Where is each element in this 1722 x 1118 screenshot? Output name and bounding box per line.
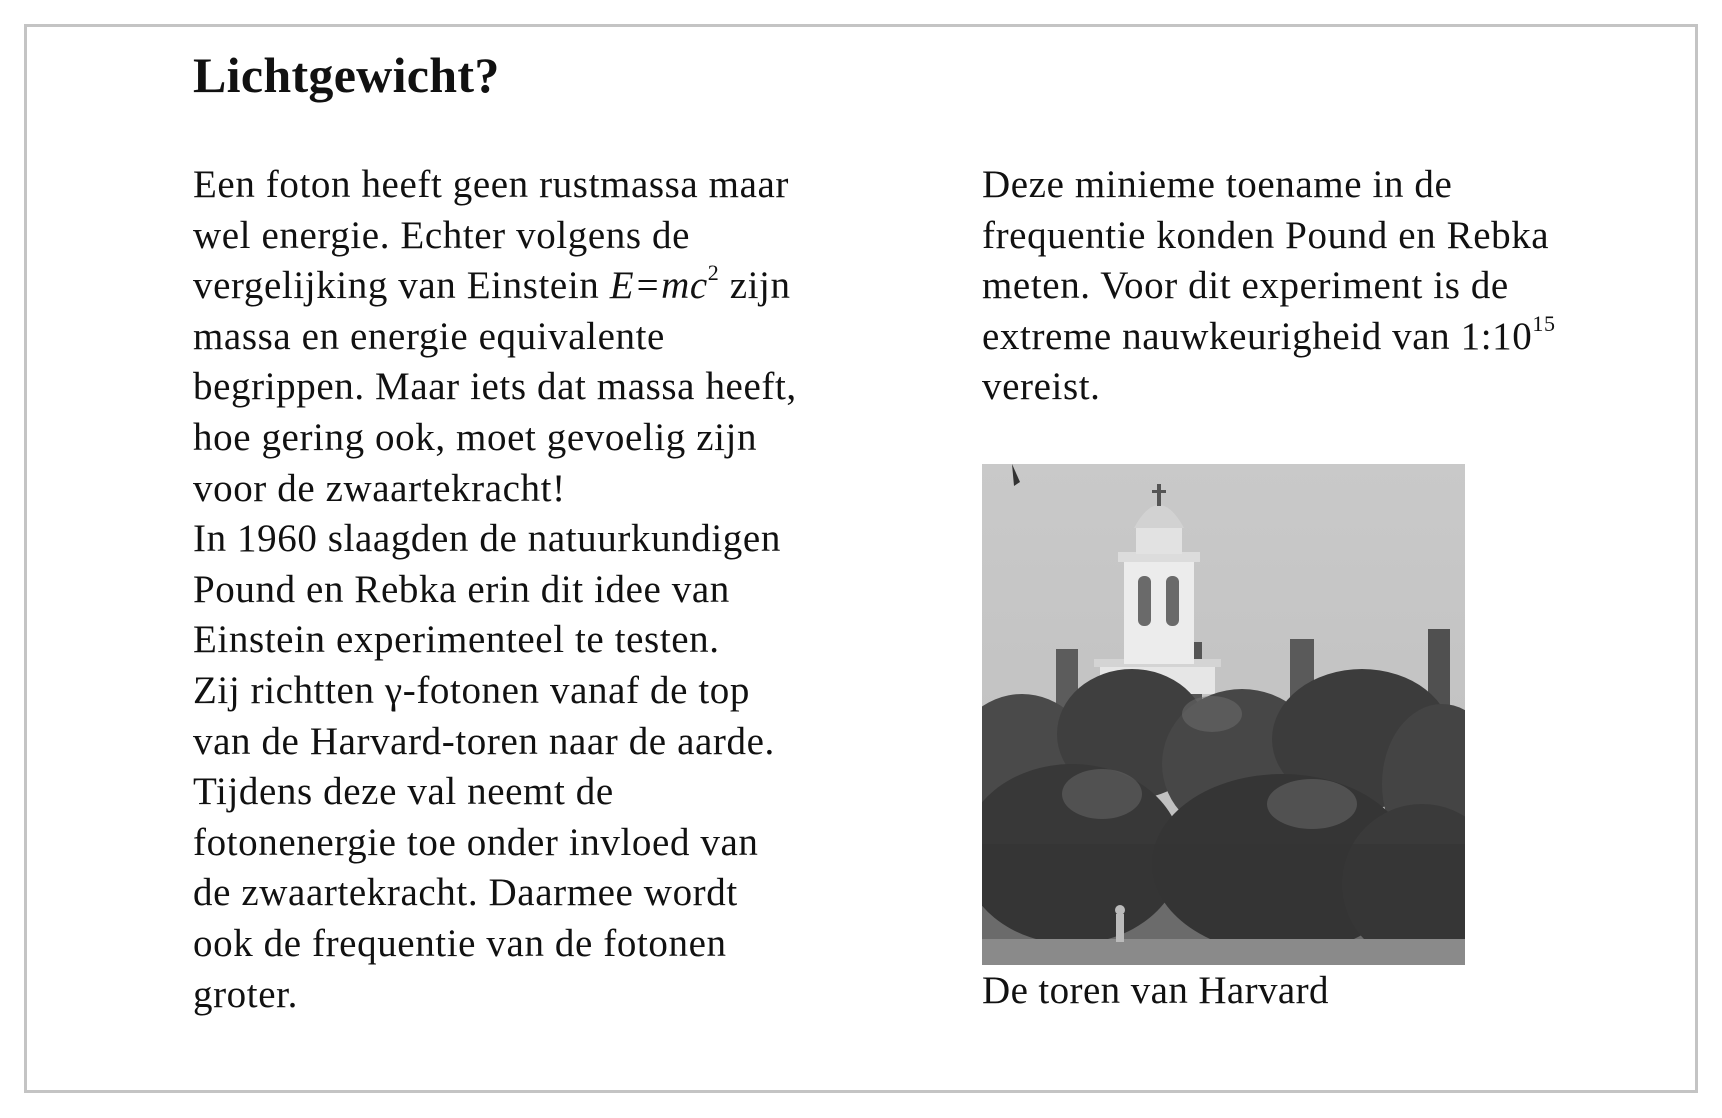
text-line: Zij richtten γ-fotonen vanaf de top <box>193 668 750 712</box>
text-line: Einstein experimenteel te testen. <box>193 618 720 662</box>
right-text-column <box>982 160 1682 413</box>
left-text-column <box>193 160 913 1020</box>
harvard-tower-photo <box>982 464 1465 965</box>
page-title: Lichtgewicht? <box>193 47 500 103</box>
text-line: hoe gering ook, moet gevoelig zijn <box>193 415 758 459</box>
text-line: ook de frequentie van de fotonen <box>193 921 727 965</box>
text-line-with-exponent <box>982 312 1682 363</box>
text-fragment: zijn <box>719 264 791 308</box>
text-line: fotonenergie toe onder invloed van <box>193 820 759 864</box>
text-line: voor de zwaartekracht! <box>193 466 566 510</box>
text-line: massa en energie equivalente <box>193 314 665 358</box>
precision-exponent: 15 <box>1532 310 1556 336</box>
text-line: de zwaartekracht. Daarmee wordt <box>193 871 738 915</box>
text-line: begrippen. Maar iets dat massa heeft, <box>193 365 797 409</box>
text-line: Een foton heeft geen rustmassa maar <box>193 163 790 206</box>
text-line-with-formula <box>193 261 913 312</box>
photo-caption: De toren van Harvard <box>982 969 1329 1012</box>
text-fragment: extreme nauwkeurigheid van 1:10 <box>982 314 1533 358</box>
text-line: van de Harvard-toren naar de aarde. <box>193 719 775 763</box>
formula-exponent: 2 <box>707 260 720 286</box>
text-line: vereist. <box>982 365 1101 409</box>
einstein-formula: E=mc <box>609 264 708 308</box>
text-line: frequentie konden Pound en Rebka <box>982 213 1550 257</box>
text-line: Tijdens deze val neemt de <box>193 770 614 814</box>
text-line: Deze minieme toename in de <box>982 163 1453 206</box>
text-line: groter. <box>193 972 298 1016</box>
text-fragment: vergelijking van Einstein <box>193 264 610 308</box>
text-line: Pound en Rebka erin dit idee van <box>193 567 730 611</box>
text-line: In 1960 slaagden de natuurkundigen <box>193 517 781 561</box>
text-line: wel energie. Echter volgens de <box>193 213 691 257</box>
text-line: meten. Voor dit experiment is de <box>982 264 1509 308</box>
